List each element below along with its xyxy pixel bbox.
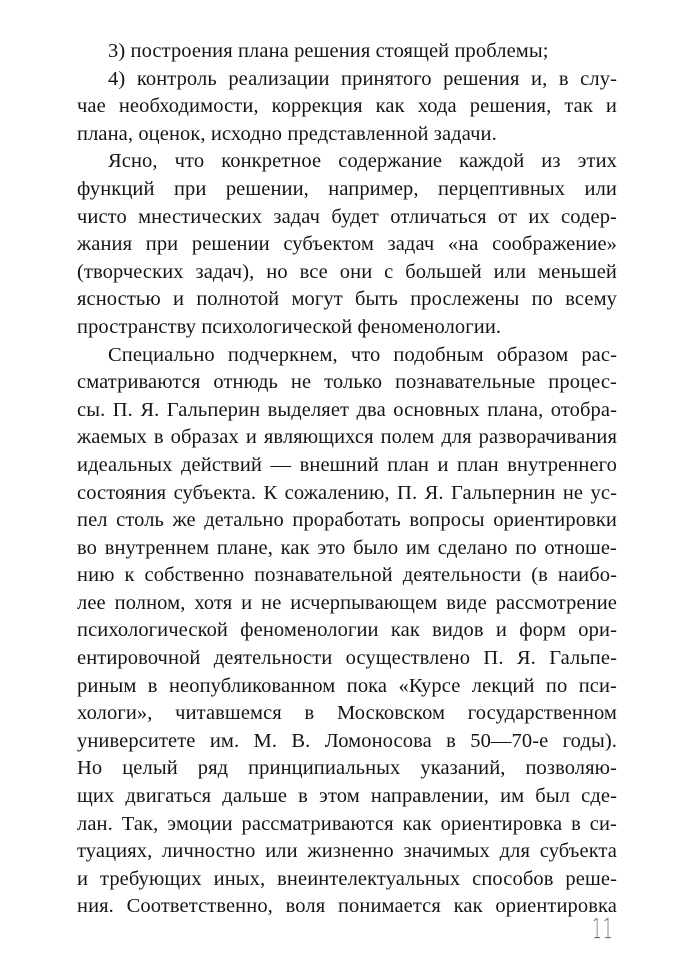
text-line: ния. Соответственно, воля понимается как ориентировка [77, 895, 617, 918]
text-line: во внутреннем плане, как это было им сделано по отноше- [77, 536, 617, 559]
text-line: сы. П. Я. Гальперин выделяет два основных плана, отобра- [77, 398, 617, 421]
text-line: 4) контроль реализации принятого решения и, в слу- [108, 67, 617, 90]
page-number: 11 [592, 912, 614, 945]
text-line: состояния субъекта. К сожалению, П. Я. Гальпернин не ус- [77, 481, 617, 504]
text-line: идеальных действий — внешний план и план внутреннего [77, 453, 617, 476]
text-line: Специально подчеркнем, что подобным образом рас- [108, 343, 617, 366]
text-line: жаемых в образах и являющихся полем для разворачивания [77, 426, 617, 449]
text-line: нию к собственно познавательной деятельности (в наибо- [77, 564, 617, 587]
text-line: лее полном, хотя и не исчерпывающем виде рассмотрение [77, 591, 617, 614]
text-line: чае необходимости, коррекция как хода решения, так и [77, 95, 617, 118]
text-line: лан. Так, эмоции рассматриваются как ориентировка в си- [77, 812, 617, 835]
text-line: щих двигаться дальше в этом направлении, им был сде- [77, 785, 617, 808]
text-line: ясностью и полнотой могут быть прослежены по всему [77, 288, 617, 311]
text-line: хологи», читавшемся в Московском государственном [77, 702, 617, 725]
text-line: университете им. М. В. Ломоносова в 50—70-е годы). [77, 729, 617, 752]
text-line: плана, оценок, исходно представленной задачи. [77, 122, 497, 145]
text-line: психологической феноменологии как видов и форм ори- [77, 619, 617, 642]
text-line: сматриваются отнюдь не только познавательные процес- [77, 371, 617, 394]
text-line: ентировочной деятельности осуществлено П. Я. Гальпе- [77, 647, 617, 670]
text-line: Но целый ряд принципиальных указаний, позволяю- [77, 757, 617, 780]
text-line: и требующих иных, внеинтелектуальных способов реше- [77, 867, 617, 890]
text-line: жания при решении субъектом задач «на соображение» [77, 233, 617, 256]
text-line: пел столь же детально проработать вопросы ориентировки [77, 509, 617, 532]
text-line: функций при решении, например, перцептивных или [77, 177, 617, 200]
text-line: Ясно, что конкретное содержание каждой из этих [108, 150, 617, 173]
text-line: чисто мнестических задач будет отличаться от их содер- [77, 205, 617, 228]
body-text [77, 38, 617, 921]
text-line: пространству психологической феноменологии. [77, 315, 502, 338]
text-line: туациях, личностно или жизненно значимых для субъекта [77, 840, 617, 863]
text-line: (творческих задач), но все они с большей или меньшей [77, 260, 617, 283]
text-line: 3) построения плана решения стоящей проблемы; [108, 40, 549, 62]
text-line: риным в неопубликованном пока «Курсе лекций по пси- [77, 674, 617, 697]
